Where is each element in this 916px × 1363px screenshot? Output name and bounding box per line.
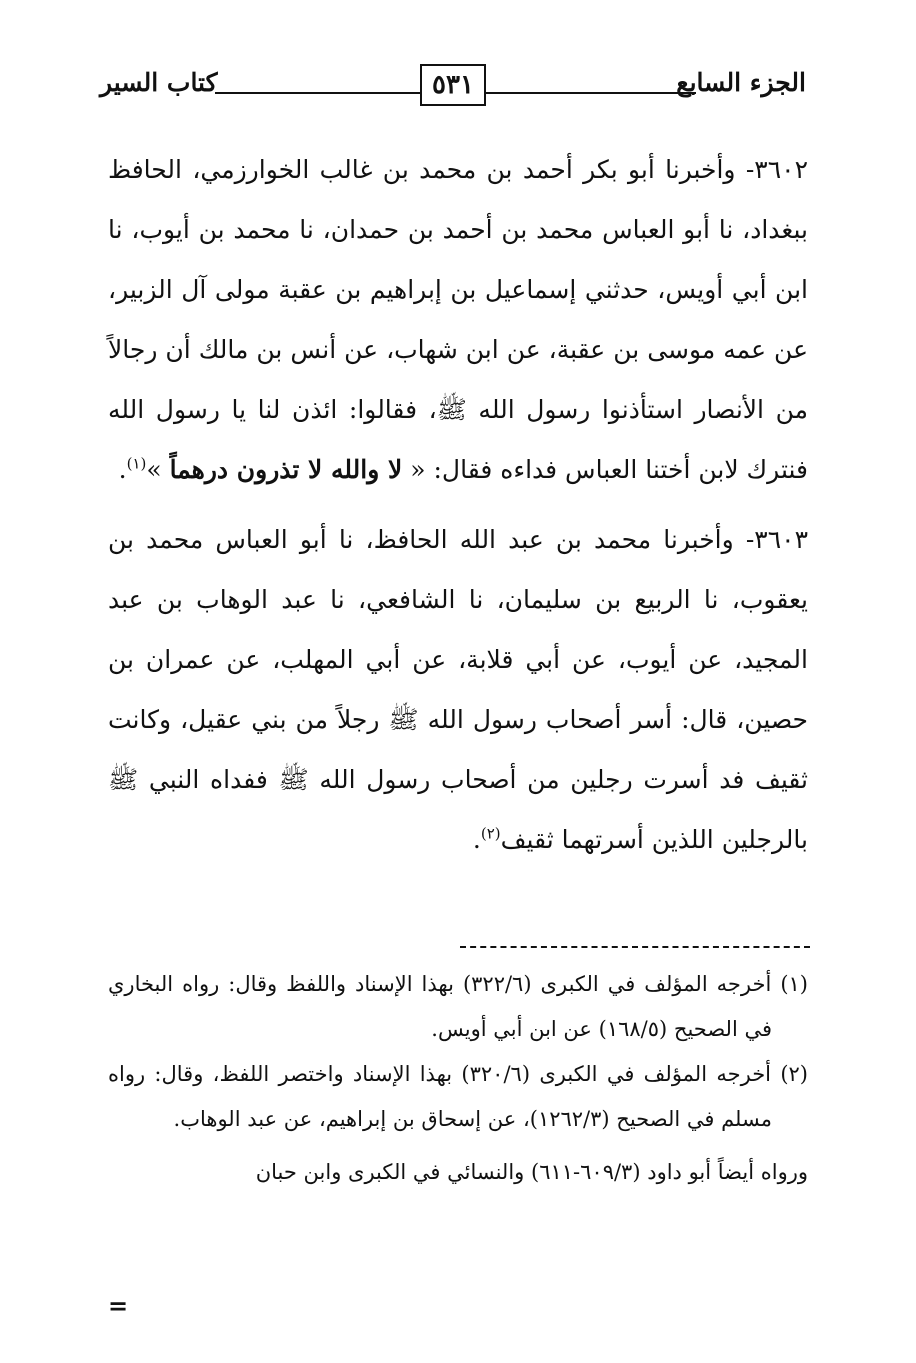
footnote-1: (١) أخرجه المؤلف في الكبرى (٣٢٢/٦) بهذا الإسناد واللفظ وقال: رواه البخاري في الصحيح (١٦٨/٥) عن ابن أبي أويس. bbox=[108, 972, 808, 1041]
book-title: كتاب السير bbox=[100, 68, 218, 97]
paragraph-text: ٣٦٠٢- وأخبرنا أبو بكر أحمد بن محمد بن غالب الخوارزمي، الحافظ ببغداد، نا أبو العباس محمد بن أحمد بن حمدان، نا محمد بن أيوب، نا ابن أبي أويس، حدثني إسماعيل بن إبراهيم بن عقبة مولى آل الزبير، عن عمه موسى بن عقبة، عن ابن شهاب، عن أنس بن مالك أن رجالاً من الأنصار استأذنوا رسول الله ﷺ، فقالوا: ائذن لنا يا رسول الله فنترك لابن أختنا العباس فداءه فقال: « bbox=[108, 155, 808, 484]
footnote-2: (٢) أخرجه المؤلف في الكبرى (٣٢٠/٦) بهذا الإسناد واختصر اللفظ، وقال: رواه مسلم في الصحيح (١٢٦٢/٣)، عن إسحاق بن إبراهيم، عن عبد الوهاب. bbox=[108, 1062, 808, 1131]
main-text bbox=[108, 140, 808, 870]
footnote-continuation: ورواه أيضاً أبو داود (٦٠٩/٣-٦١١) والنسائي في الكبرى وابن حبان bbox=[255, 1160, 808, 1184]
page-header bbox=[100, 58, 806, 118]
quoted-saying: لا والله لا تذرون درهماً bbox=[169, 455, 403, 484]
footnote-ref-2[interactable]: (٢) bbox=[480, 824, 501, 843]
page-number: ٥٣١ bbox=[420, 64, 486, 106]
paragraph-end: . bbox=[118, 455, 127, 484]
header-rule-left bbox=[215, 92, 420, 94]
paragraph-text: ٣٦٠٣- وأخبرنا محمد بن عبد الله الحافظ، نا أبو العباس محمد بن يعقوب، نا الربيع بن سليمان، نا الشافعي، نا عبد الوهاب بن عبد المجيد، عن أيوب، عن أبي قلابة، عن أبي المهلب، عن عمران بن حصين، قال: أسر أصحاب رسول الله ﷺ رجلاً من بني عقيل، وكانت ثقيف فد أسرت رجلين من أصحاب رسول الله ﷺ ففداه النبي ﷺ بالرجلين اللذين أسرتهما ثقيف bbox=[108, 525, 808, 854]
quote-close: » bbox=[146, 455, 170, 484]
footnotes bbox=[108, 962, 808, 1195]
volume-title: الجزء السابع bbox=[676, 68, 806, 97]
footnote-divider bbox=[460, 946, 810, 948]
hadith-3603 bbox=[108, 510, 808, 870]
paragraph-end: . bbox=[472, 825, 481, 854]
header-rule-right bbox=[486, 92, 696, 94]
hadith-3602 bbox=[108, 140, 808, 500]
continuation-mark: = bbox=[108, 1291, 129, 1320]
footnote-ref-1[interactable]: (١) bbox=[126, 454, 147, 473]
